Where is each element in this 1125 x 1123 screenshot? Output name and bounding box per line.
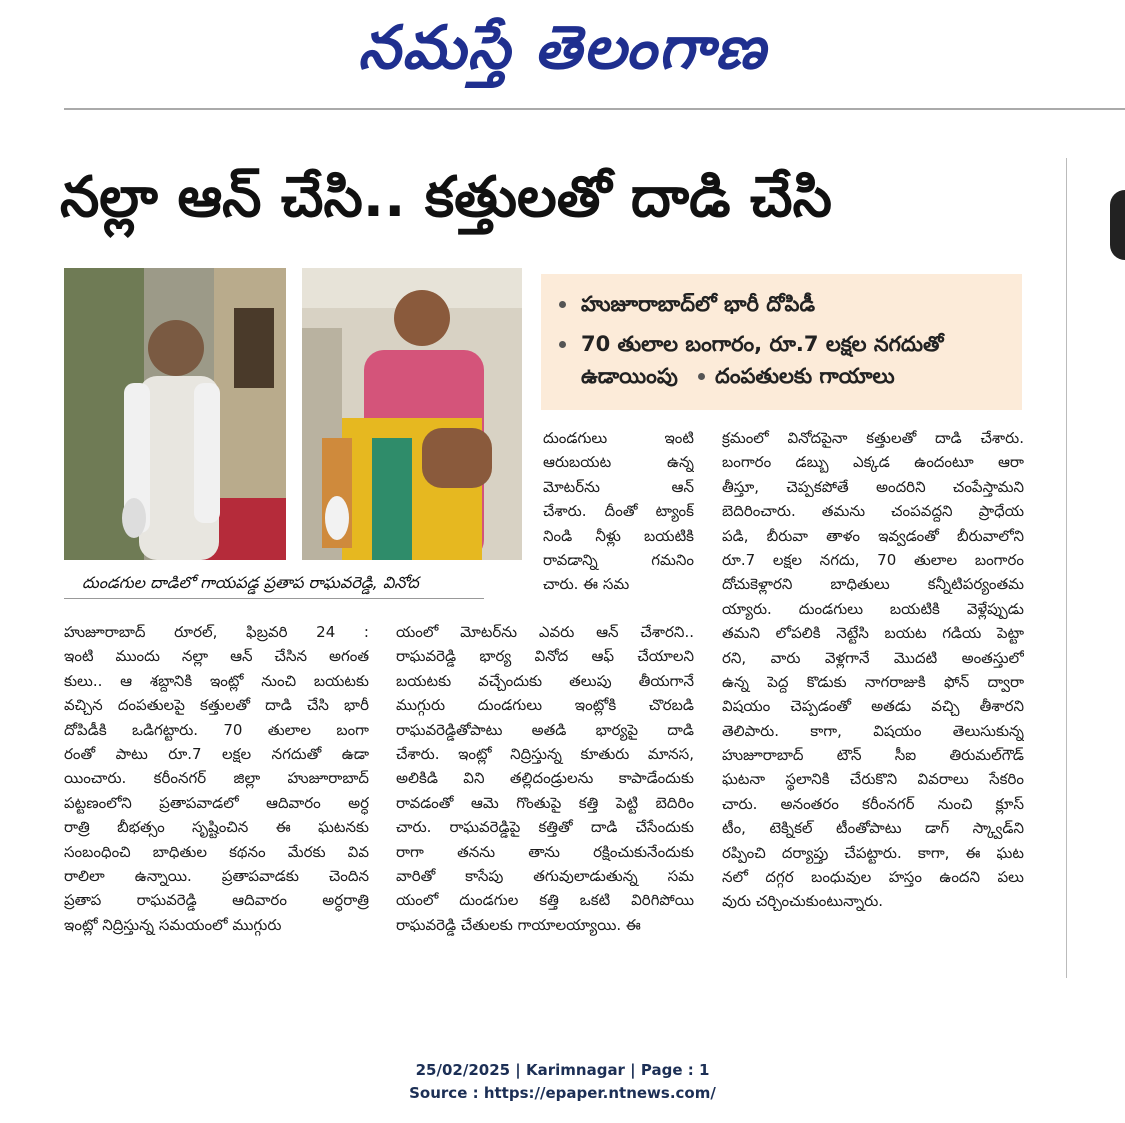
article-line: య్యారు. దుండగులు బయటికి వెళ్లేప్పుడు — [722, 599, 1024, 618]
article-line: వచ్చిన దంపతులపై కత్తులతో దాడి చేసి భారీ — [64, 696, 369, 715]
highlight-item-2: 70 తులాల బంగారం, రూ.7 లక్షల నగదుతో — [581, 332, 944, 356]
article-line: వురు చర్చించుకుంటున్నారు. — [722, 892, 884, 911]
article-line: రప్పించి దర్యాప్తు చేపట్టారు. కాగా, ఈ ఘట — [722, 843, 1024, 862]
highlight-item-3: దంపతులకు గాయాలు — [715, 364, 895, 388]
article-line: రాగా తనను తాను రక్షించుకునేందుకు — [396, 842, 694, 861]
highlight-item-1: హుజూరాబాద్‌లో భారీ దోపిడీ — [581, 292, 816, 316]
article-line: చారు. ఈ సమ — [543, 575, 630, 594]
article-column-a — [64, 620, 369, 937]
article-line: దోపిడీకి ఒడిగట్టారు. 70 తులాల బంగా — [64, 720, 369, 739]
article-line: రావడంతో ఆమె గొంతుపై కత్తి పెట్టి బెదిరిం — [396, 793, 694, 812]
article-line: రాఘవరెడ్డితోపాటు అతడి భార్యపై దాడి — [396, 720, 694, 739]
column-divider — [1066, 158, 1067, 978]
article-line: రాత్రి బీభత్సం సృష్టించిన ఈ ఘటనకు — [64, 818, 369, 837]
article-line: ఇంట్లో నిద్రిస్తున్న సమయంలో ముగ్గురు — [64, 915, 282, 934]
article-line: నలో దగ్గర బంధువుల హస్తం ఉందని పలు — [722, 868, 1024, 887]
page-footer — [0, 1059, 1125, 1105]
caption-rule — [64, 598, 484, 599]
footer-source: Source : https://epaper.ntnews.com/ — [409, 1084, 716, 1102]
masthead-logo: నమస్తే తెలంగాణ — [357, 13, 768, 83]
bullet-icon — [559, 341, 566, 348]
article-line: చేశారు. దీంతో ట్యాంక్ — [543, 502, 694, 521]
article-line: చారు. రాఘవరెడ్డిపై కత్తితో దాడి చేసేందుకు — [396, 818, 694, 837]
bullet-icon — [559, 301, 566, 308]
article-line: తీస్తూ, చెప్పకపోతే అందరిని చంపేస్తామని — [722, 477, 1024, 496]
article-line: పట్టణంలోని ప్రతాపవాడలో ఆదివారం అర్ధ — [64, 793, 369, 812]
article-line: హుజూరాబాద్ రూరల్, ఫిబ్రవరి 24 : — [64, 623, 369, 641]
article-line: ఇంటి ముందు నల్లా ఆన్ చేసిన అగంత — [64, 647, 369, 666]
photo-victim-man — [64, 268, 286, 560]
article-column-b — [396, 620, 694, 937]
article-line: రంతో పాటు రూ.7 లక్షల నగదుతో ఉడా — [64, 744, 369, 763]
article-line: రాలిలా ఉన్నాయి. ప్రతాపవాడకు చెందిన — [64, 866, 369, 885]
article-column-c — [722, 426, 1024, 914]
article-line: మోటర్‌ను ఆన్ — [543, 477, 694, 496]
article-column-b-top — [543, 426, 694, 597]
article-line: యించారు. కరీంనగర్ జిల్లా హుజూరాబాద్ — [64, 769, 369, 788]
article-line: ప్రతాప రాఘవరెడ్డి ఆదివారం అర్ధరాత్రి — [64, 891, 369, 910]
article-line: రాఘవరెడ్డి భార్య వినోద ఆఫ్ చేయాలని — [396, 647, 694, 666]
adjacent-article-fragment — [1110, 190, 1125, 260]
highlight-item-2-cont: ఉడాయింపు — [581, 364, 678, 388]
article-line: తమని లోపలికి నెట్టేసి బయట గడియ పెట్టా — [722, 624, 1024, 643]
article-line: బయటకు వచ్చేందుకు తలుపు తీయగానే — [396, 671, 694, 690]
top-rule — [64, 108, 1125, 110]
footer-edition-info: 25/02/2025 | Karimnagar | Page : 1 — [415, 1061, 710, 1079]
article-line: రని, వారు వెళ్లగానే మొదటి అంతస్తులో — [722, 648, 1024, 667]
article-line: కులు.. ఆ శబ్దానికి ఇంట్లో నుంచి బయటకు — [64, 671, 369, 690]
article-line: రాఘవరెడ్డి చేతులకు గాయాలయ్యాయి. ఈ — [396, 915, 641, 934]
article-line: అలికిడి విని తల్లిదండ్రులను కాపాడేందుకు — [396, 769, 694, 788]
article-line: ఆరుబయట ఉన్న — [543, 453, 694, 472]
article-line: దోచుకెళ్లారని బాధితులు కన్నీటిపర్యంతమ — [722, 575, 1024, 594]
article-line: చేశారు. ఇంట్లో నిద్రిస్తున్న కూతురు మానస, — [396, 744, 694, 763]
bullet-icon — [698, 373, 705, 380]
headline: నల్లా ఆన్ చేసి.. కత్తులతో దాడి చేసి — [60, 165, 832, 230]
photo-victim-woman — [302, 268, 522, 560]
article-line: నిండి నీళ్లు బయటికి — [543, 526, 694, 545]
article-line: యంలో మోటర్‌ను ఎవరు ఆన్ చేశారని.. — [396, 623, 694, 641]
article-line: బంగారం డబ్బు ఎక్కడ ఉందంటూ ఆరా — [722, 453, 1024, 472]
article-line: ముగ్గురు దుండగులు ఇంట్లోకి చొరబడి — [396, 696, 694, 715]
article-line: బెదిరించారు. తమను చంపవద్దని ప్రాధేయ — [722, 502, 1024, 521]
article-line: తెలిపారు. కాగా, విషయం తెలుసుకున్న — [722, 721, 1024, 740]
article-line: వారితో కాసేపు తగువులాడుతున్న సమ — [396, 866, 694, 885]
article-line: రూ.7 లక్షల నగదు, 70 తులాల బంగారం — [722, 550, 1024, 569]
highlight-box — [541, 274, 1022, 410]
article-line: పడి, బీరువా తాళం ఇవ్వడంతో బీరువాలోని — [722, 526, 1024, 545]
photo-caption: దుండగుల దాడిలో గాయపడ్డ ప్రతాప రాఘవరెడ్డి, వినోద — [82, 573, 419, 592]
article-line: యంలో దుండగుల కత్తి ఒకటి విరిగిపోయి — [396, 891, 694, 910]
article-line: టీం, టెక్నికల్ టీంతోపాటు డాగ్ స్క్వాడ్‌ని — [722, 819, 1024, 838]
article-line: విషయం చెప్పడంతో అతడు వచ్చి తీశారని — [722, 697, 1024, 716]
article-line: క్రమంలో వినోదపైనా కత్తులతో దాడి చేశారు. — [722, 429, 1024, 447]
article-line: ఘటనా స్థలానికి చేరుకొని వివరాలు సేకరిం — [722, 770, 1024, 789]
article-line: చారు. అనంతరం కరీంనగర్ నుంచి క్లూస్ — [722, 794, 1024, 813]
article-line: హుజూరాబాద్ టౌన్ సీఐ తిరుమల్‌గౌడ్ — [722, 746, 1024, 765]
article-line: రావడాన్ని గమనిం — [543, 550, 694, 569]
article-line: ఉన్న పెద్ద కొడుకు నాగరాజుకి ఫోన్ ద్వారా — [722, 672, 1024, 691]
article-line: సంబంధించి బాధితుల కథనం మేరకు వివ — [64, 842, 369, 861]
article-line: దుండగులు ఇంటి — [543, 429, 694, 447]
